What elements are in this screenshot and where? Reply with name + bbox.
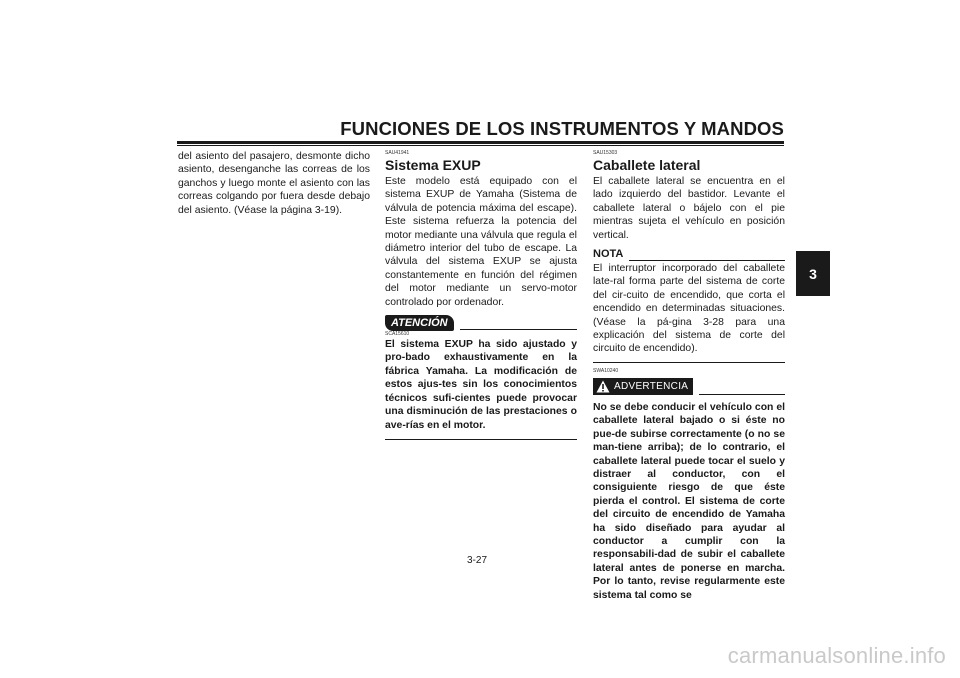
page-number: 3-27 <box>467 555 488 566</box>
note-label: NOTA <box>593 248 624 261</box>
header-rule-thin <box>177 145 784 146</box>
warning-label: ADVERTENCIA <box>614 381 689 393</box>
warning-header <box>593 378 785 396</box>
header-rule <box>177 141 784 144</box>
warning-triangle-icon <box>596 380 610 393</box>
section-code: SAU41941 <box>385 150 410 156</box>
section-heading-sidestand: Caballete lateral <box>593 157 701 173</box>
attention-header <box>385 315 577 331</box>
page-header-title: FUNCIONES DE LOS INSTRUMENTOS Y MANDOS <box>340 118 784 139</box>
column-left <box>178 150 370 217</box>
attention-block <box>385 338 577 432</box>
note-rule <box>629 260 785 261</box>
note-header <box>593 248 785 262</box>
warning-rule <box>699 394 785 395</box>
sidestand-paragraph: El caballete lateral se encuentra en el lado izquierdo del bastidor. Levante el caballete lateral o bájelo con el pie mientras sujeta el vehículo en posición vertical. <box>593 176 785 241</box>
warning-block <box>593 401 785 602</box>
continued-paragraph: del asiento del pasajero, desmonte dicho asiento, desenganche las correas de los ganchos y luego monte el asiento con las correas colgando por fuera desde debajo del asiento. (Véase la página 3-19). <box>178 151 370 216</box>
warning-code: SWA10240 <box>593 367 619 374</box>
note-text: El interruptor incorporado del caballete late-ral forma parte del sistema de corte del cir-cuito de encendido, que corta el encendido en determinadas situaciones. (Véase la pá-gina 3-28 para una explicación del sistema de corte del circuito de encendido). <box>593 263 785 355</box>
column-middle <box>385 150 577 440</box>
warning-badge <box>593 378 693 395</box>
section-code: SAU15303 <box>593 150 618 156</box>
attention-end-rule <box>385 439 577 441</box>
column-right <box>593 150 785 602</box>
warning-text: No se debe conducir el vehículo con el caballete lateral bajado o si éste no pue-de subirse correctamente (o no se man-tiene arriba); de lo contrario, el caballete lateral puede tocar el suelo y distraer al conductor, con el consiguiente riesgo de que éste pierda el control. El sistema de corte del circuito de encendido de Yamaha ha sido diseñado para ayudar al conductor a cumplir con la responsabili-dad de subir el caballete lateral antes de ponerse en marcha. Por lo tanto, revise regularmente este sistema tal como se <box>593 401 785 601</box>
attention-badge: ATENCIÓN <box>385 315 454 331</box>
exup-paragraph: Este modelo está equipado con el sistema EXUP de Yamaha (Sistema de válvula de potencia máxima del escape). Este sistema refuerza la potencia del motor mediante una válvula que regula el diámetro interior del tubo de escape. La válvula del sistema EXUP se ajusta constantemente en función del régimen del motor mediante un servo-motor controlado por ordenador. <box>385 176 577 308</box>
watermark: carmanualsonline.info <box>727 643 946 668</box>
attention-text: El sistema EXUP ha sido ajustado y pro-bado exhaustivamente en la fábrica Yamaha. La modificación de estos ajus-tes sin los conocimientos técnicos sufi-cientes puede provocar una disminución de las prestaciones o ave-rías en el motor. <box>385 339 577 431</box>
section-heading-exup: Sistema EXUP <box>385 157 481 173</box>
attention-rule <box>460 329 577 330</box>
note-end-rule <box>593 362 785 363</box>
attention-code: SCA15610 <box>385 331 410 338</box>
chapter-tab: 3 <box>796 251 830 296</box>
